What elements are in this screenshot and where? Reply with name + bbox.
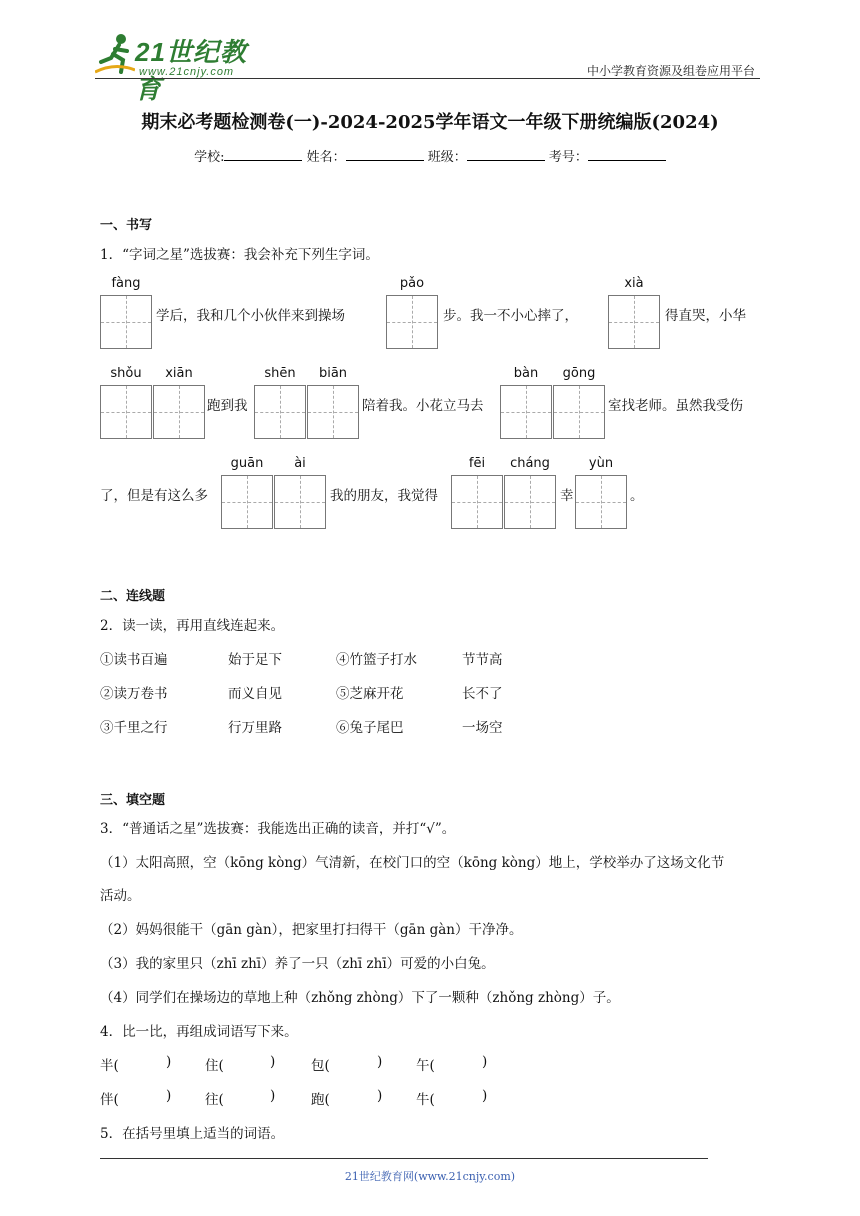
section-heading: 二、连线题 bbox=[100, 589, 166, 604]
student-info-line bbox=[0, 146, 860, 165]
passage-text: 学后，我和几个小伙伴来到操场 bbox=[156, 308, 345, 324]
writing-grid[interactable] bbox=[274, 475, 326, 529]
char-item: 往( bbox=[205, 1092, 224, 1108]
question-stem: 4．比一比，再组成词语写下来。 bbox=[100, 1024, 298, 1040]
match-item[interactable]: 一场空 bbox=[462, 720, 503, 736]
question-stem: 5．在括号里填上适当的词语。 bbox=[100, 1126, 285, 1142]
match-item[interactable]: ⑥兔子尾巴 bbox=[336, 720, 404, 736]
question-stem: 3．“普通话之星”选拔赛：我能选出正确的读音，并打“√”。 bbox=[100, 821, 456, 837]
pinyin: yùn bbox=[588, 456, 614, 471]
page-title: 期末必考题检测卷(一)-2024-2025学年语文一年级下册统编版(2024) bbox=[141, 112, 719, 133]
passage-text: 得直哭，小华 bbox=[665, 308, 746, 324]
match-item[interactable]: ②读万卷书 bbox=[100, 686, 168, 702]
pinyin: cháng bbox=[510, 456, 550, 471]
writing-grid[interactable] bbox=[553, 385, 605, 439]
answer-paren[interactable]: ) bbox=[482, 1088, 488, 1104]
passage-text: 。 bbox=[630, 488, 644, 504]
question-item: 活动。 bbox=[100, 888, 141, 904]
match-item[interactable]: 行万里路 bbox=[228, 720, 282, 736]
passage-text: 我的朋友，我觉得 bbox=[330, 488, 438, 504]
logo-text: 21世纪教育 bbox=[135, 37, 247, 104]
char-item: 半( bbox=[100, 1058, 119, 1074]
char-item: 住( bbox=[205, 1058, 224, 1074]
pinyin: pǎo bbox=[399, 276, 425, 291]
writing-grid[interactable] bbox=[307, 385, 359, 439]
pinyin: fàng bbox=[111, 276, 141, 291]
pinyin: biān bbox=[318, 366, 348, 381]
class-label: 班级： bbox=[427, 150, 467, 165]
match-item[interactable]: 始于足下 bbox=[228, 652, 282, 668]
section-heading: 一、书写 bbox=[100, 218, 153, 233]
pinyin: shǒu bbox=[110, 366, 142, 381]
answer-paren[interactable]: ) bbox=[270, 1088, 276, 1104]
number-label: 考号： bbox=[548, 150, 588, 165]
match-item[interactable]: ①读书百遍 bbox=[100, 652, 168, 668]
writing-grid[interactable] bbox=[500, 385, 552, 439]
answer-paren[interactable]: ) bbox=[377, 1088, 383, 1104]
school-blank bbox=[224, 148, 302, 161]
site-logo bbox=[95, 30, 265, 104]
passage-text: 跑到我 bbox=[207, 398, 248, 414]
writing-grid[interactable] bbox=[504, 475, 556, 529]
writing-grid[interactable] bbox=[608, 295, 660, 349]
question-item: （4）同学们在操场边的草地上种（zhǒng zhòng）下了一颗种（zhǒng zhòng）子。 bbox=[100, 990, 620, 1006]
writing-grid[interactable] bbox=[153, 385, 205, 439]
pinyin: bàn bbox=[513, 366, 539, 381]
question-stem: 1．“字词之星”选拔赛：我会补充下列生字词。 bbox=[100, 247, 379, 263]
question-stem: 2．读一读，再用直线连起来。 bbox=[100, 618, 285, 634]
writing-grid[interactable] bbox=[254, 385, 306, 439]
pinyin: gōng bbox=[562, 366, 596, 381]
passage-text: 幸 bbox=[560, 488, 574, 504]
writing-grid[interactable] bbox=[100, 385, 152, 439]
pinyin: shēn bbox=[264, 366, 296, 381]
pinyin: fēi bbox=[468, 456, 486, 471]
name-label: 姓名： bbox=[306, 150, 346, 165]
writing-grid[interactable] bbox=[100, 295, 152, 349]
match-item[interactable]: 而义自见 bbox=[228, 686, 282, 702]
match-item[interactable]: 长不了 bbox=[462, 686, 503, 702]
match-item[interactable]: 节节高 bbox=[462, 652, 503, 668]
footer-divider bbox=[100, 1158, 708, 1159]
pinyin: ài bbox=[294, 456, 306, 471]
class-blank bbox=[467, 148, 545, 161]
char-item: 牛( bbox=[416, 1092, 435, 1108]
question-item: （3）我的家里只（zhī zhī）养了一只（zhī zhī）可爱的小白兔。 bbox=[100, 956, 495, 972]
writing-grid[interactable] bbox=[221, 475, 273, 529]
char-item: 跑( bbox=[311, 1092, 330, 1108]
pinyin: xiān bbox=[165, 366, 193, 381]
match-item[interactable]: ④竹篮子打水 bbox=[336, 652, 417, 668]
pinyin: xià bbox=[624, 276, 644, 291]
writing-grid[interactable] bbox=[451, 475, 503, 529]
passage-text: 了，但是有这么多 bbox=[100, 488, 208, 504]
answer-paren[interactable]: ) bbox=[166, 1054, 172, 1070]
match-item[interactable]: ③千里之行 bbox=[100, 720, 168, 736]
writing-grid[interactable] bbox=[386, 295, 438, 349]
logo-url: www.21cnjy.com bbox=[139, 66, 235, 78]
header-platform-text: 中小学教育资源及组卷应用平台 bbox=[586, 64, 755, 78]
pinyin: guān bbox=[230, 456, 264, 471]
name-blank bbox=[346, 148, 424, 161]
char-item: 包( bbox=[311, 1058, 330, 1074]
answer-paren[interactable]: ) bbox=[270, 1054, 276, 1070]
char-item: 伴( bbox=[100, 1092, 119, 1108]
answer-paren[interactable]: ) bbox=[482, 1054, 488, 1070]
passage-text: 步。我一不小心摔了， bbox=[443, 308, 578, 324]
question-item: （2）妈妈很能干（gān gàn），把家里打扫得干（gān gàn）干净净。 bbox=[100, 922, 523, 938]
match-item[interactable]: ⑤芝麻开花 bbox=[336, 686, 404, 702]
passage-text: 室找老师。虽然我受伤 bbox=[608, 398, 743, 414]
writing-grid[interactable] bbox=[575, 475, 627, 529]
passage-text: 陪着我。小花立马去 bbox=[362, 398, 484, 414]
answer-paren[interactable]: ) bbox=[377, 1054, 383, 1070]
char-item: 午( bbox=[416, 1058, 435, 1074]
answer-paren[interactable]: ) bbox=[166, 1088, 172, 1104]
footer-text[interactable]: 21世纪教育网(www.21cnjy.com) bbox=[344, 1170, 516, 1183]
question-item: （1）太阳高照，空（kōng kòng）气清新，在校门口的空（kōng kòng）地上，学校举办了这场文化节 bbox=[100, 855, 725, 871]
number-blank bbox=[588, 148, 666, 161]
section-heading: 三、填空题 bbox=[100, 793, 166, 808]
school-label: 学校: bbox=[194, 150, 225, 165]
header-divider bbox=[95, 78, 760, 79]
runner-icon bbox=[95, 32, 135, 76]
